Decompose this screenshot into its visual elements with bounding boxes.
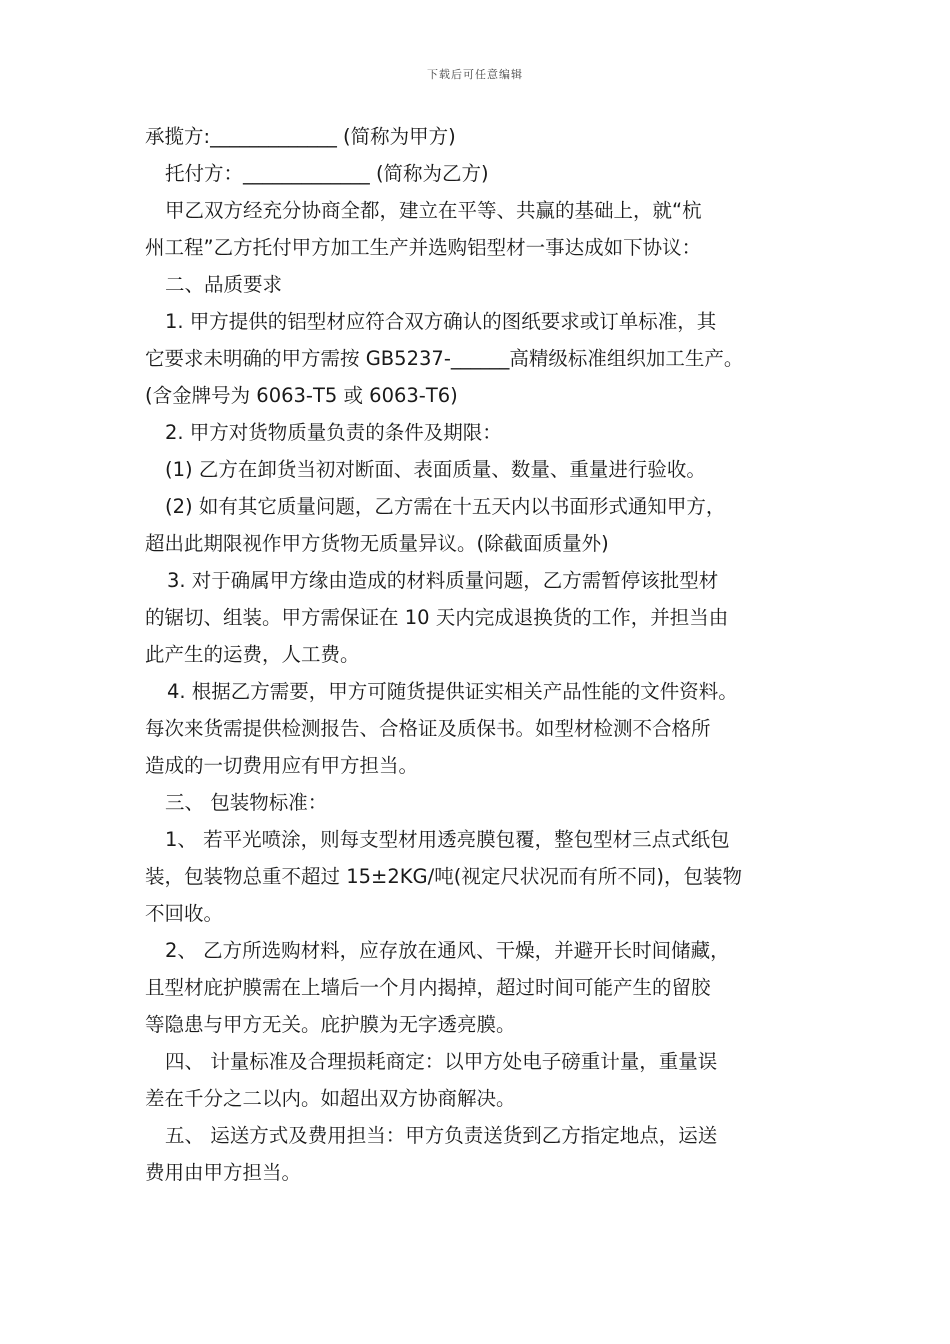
packaging-item-1-line-2: 装，包装物总重不超过 15±2KG/吨(视定尺状况而有所不同)，包装物 — [145, 865, 742, 888]
transport-line-2: 费用由甲方担当。 — [145, 1161, 302, 1184]
clause-2-item-2-line-2: 超出此期限视作甲方货物无质量异议。(除截面质量外) — [145, 532, 609, 555]
clause-4-line-1: 4. 根据乙方需要，甲方可随货提供证实相关产品性能的文件资料。 — [167, 680, 738, 703]
clause-1-line-1: 1. 甲方提供的铝型材应符合双方确认的图纸要求或订单标准，其 — [165, 310, 717, 333]
clause-2-item-1: (1) 乙方在卸货当初对断面、表面质量、数量、重量进行验收。 — [165, 458, 706, 481]
clause-2-line-1: 2. 甲方对货物质量负责的条件及期限： — [165, 421, 502, 444]
party-b-line: 托付方：_____________ (简称为乙方) — [165, 162, 489, 185]
packaging-item-1-line-3: 不回收。 — [145, 902, 224, 925]
clause-3-line-1: 3. 对于确属甲方缘由造成的材料质量问题，乙方需暂停该批型材 — [167, 569, 719, 592]
clause-2-item-2-line-1: (2) 如有其它质量问题，乙方需在十五天内以书面形式通知甲方， — [165, 495, 726, 518]
packaging-item-2-line-1: 2、 乙方所选购材料，应存放在通风、干燥，并避开长时间储藏， — [165, 939, 730, 962]
packaging-item-1-line-1: 1、 若平光喷涂，则每支型材用透亮膜包覆，整包型材三点式纸包 — [165, 828, 730, 851]
packaging-item-2-line-3: 等隐患与甲方无关。庇护膜为无字透亮膜。 — [145, 1013, 516, 1036]
contract-body — [145, 118, 817, 1191]
clause-4-line-3: 造成的一切费用应有甲方担当。 — [145, 754, 419, 777]
page-header: 下载后可任意编辑 — [427, 68, 523, 81]
clause-1-line-2: 它要求未明确的甲方需按 GB5237-______高精级标准组织加工生产。 — [145, 347, 744, 370]
section-heading-packaging: 三、 包装物标准： — [165, 791, 328, 814]
preamble-line-1: 甲乙双方经充分协商全都，建立在平等、共赢的基础上，就“杭 — [165, 199, 702, 222]
clause-1-line-3: (含金牌号为 6063-T5 或 6063-T6) — [145, 384, 458, 407]
clause-4-line-2: 每次来货需提供检测报告、合格证及质保书。如型材检测不合格所 — [145, 717, 711, 740]
section-heading-quality: 二、品质要求 — [165, 273, 283, 296]
clause-3-line-2: 的锯切、组装。甲方需保证在 10 天内完成退换货的工作，并担当由 — [145, 606, 729, 629]
section-heading-measurement: 四、 计量标准及合理损耗商定：以甲方处电子磅重计量，重量误 — [165, 1050, 718, 1073]
preamble-line-2: 州工程”乙方托付甲方加工生产并选购铝型材一事达成如下协议： — [145, 236, 702, 259]
section-heading-transport: 五、 运送方式及费用担当：甲方负责送货到乙方指定地点，运送 — [165, 1124, 718, 1147]
packaging-item-2-line-2: 且型材庇护膜需在上墙后一个月内揭掉，超过时间可能产生的留胶 — [145, 976, 711, 999]
clause-3-line-3: 此产生的运费，人工费。 — [145, 643, 360, 666]
party-a-line: 承揽方:_____________ (简称为甲方) — [145, 125, 456, 148]
measurement-line-2: 差在千分之二以内。如超出双方协商解决。 — [145, 1087, 516, 1110]
